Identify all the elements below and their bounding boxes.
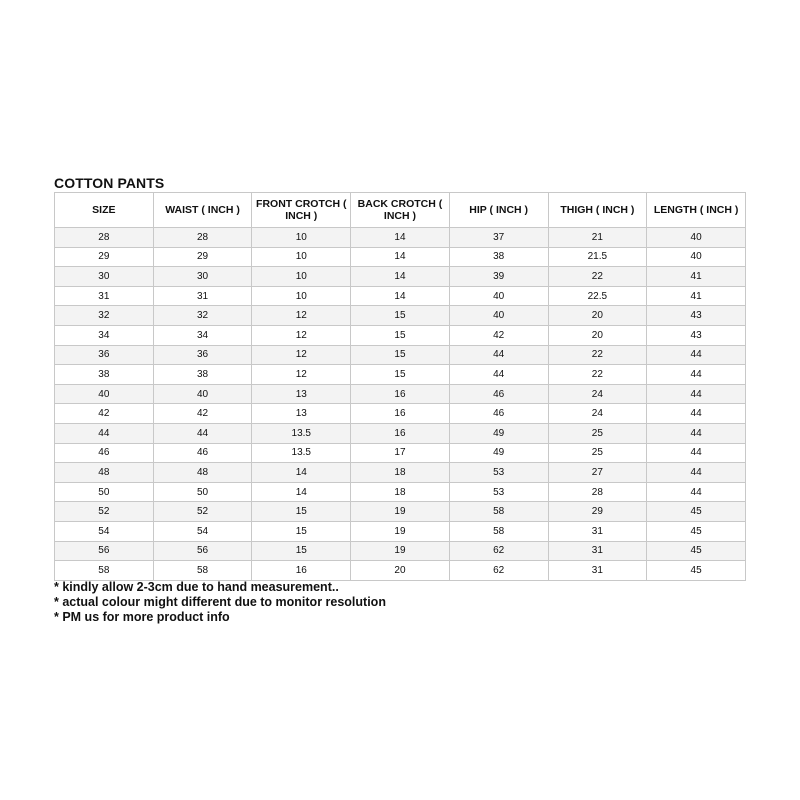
column-header-back-crotch: BACK CROTCH ( INCH ) <box>351 193 450 228</box>
cell-thigh: 31 <box>548 541 647 561</box>
note-hand-measurement: * kindly allow 2-3cm due to hand measurement.. <box>54 580 339 594</box>
cell-front-crotch: 14 <box>252 482 351 502</box>
column-header-hip: HIP ( INCH ) <box>449 193 548 228</box>
table-row <box>55 247 746 267</box>
cell-length: 40 <box>647 228 746 248</box>
cell-hip: 39 <box>449 267 548 287</box>
cell-size: 44 <box>55 423 154 443</box>
cell-size: 30 <box>55 267 154 287</box>
cell-waist: 46 <box>153 443 252 463</box>
column-header-size: SIZE <box>55 193 154 228</box>
cell-back-crotch: 17 <box>351 443 450 463</box>
cell-thigh: 22 <box>548 345 647 365</box>
cell-waist: 48 <box>153 463 252 483</box>
cell-size: 36 <box>55 345 154 365</box>
cell-thigh: 25 <box>548 443 647 463</box>
cell-thigh: 22.5 <box>548 286 647 306</box>
page-title: COTTON PANTS <box>54 175 165 191</box>
cell-back-crotch: 18 <box>351 482 450 502</box>
cell-thigh: 21 <box>548 228 647 248</box>
cell-hip: 62 <box>449 541 548 561</box>
cell-length: 44 <box>647 345 746 365</box>
cell-size: 54 <box>55 521 154 541</box>
cell-waist: 30 <box>153 267 252 287</box>
table-row <box>55 541 746 561</box>
cell-front-crotch: 10 <box>252 228 351 248</box>
cell-hip: 42 <box>449 325 548 345</box>
table-row <box>55 463 746 483</box>
cell-back-crotch: 15 <box>351 325 450 345</box>
cell-waist: 42 <box>153 404 252 424</box>
cell-length: 44 <box>647 423 746 443</box>
cell-front-crotch: 13 <box>252 404 351 424</box>
cell-thigh: 29 <box>548 502 647 522</box>
table-row <box>55 443 746 463</box>
column-header-length: LENGTH ( INCH ) <box>647 193 746 228</box>
cell-length: 44 <box>647 365 746 385</box>
cell-front-crotch: 15 <box>252 541 351 561</box>
cell-length: 43 <box>647 306 746 326</box>
cell-front-crotch: 12 <box>252 365 351 385</box>
table-row <box>55 228 746 248</box>
cell-back-crotch: 15 <box>351 365 450 385</box>
cell-size: 56 <box>55 541 154 561</box>
cell-thigh: 31 <box>548 521 647 541</box>
cell-waist: 44 <box>153 423 252 443</box>
cell-length: 44 <box>647 384 746 404</box>
cell-front-crotch: 12 <box>252 306 351 326</box>
cell-waist: 34 <box>153 325 252 345</box>
cell-size: 40 <box>55 384 154 404</box>
column-header-thigh: THIGH ( INCH ) <box>548 193 647 228</box>
cell-hip: 38 <box>449 247 548 267</box>
cell-length: 45 <box>647 561 746 581</box>
cell-back-crotch: 19 <box>351 502 450 522</box>
cell-thigh: 20 <box>548 306 647 326</box>
table-body <box>55 228 746 581</box>
cell-length: 44 <box>647 482 746 502</box>
cell-size: 38 <box>55 365 154 385</box>
cell-hip: 46 <box>449 404 548 424</box>
cell-size: 52 <box>55 502 154 522</box>
cell-thigh: 27 <box>548 463 647 483</box>
cell-back-crotch: 16 <box>351 384 450 404</box>
cell-waist: 36 <box>153 345 252 365</box>
cell-front-crotch: 13 <box>252 384 351 404</box>
size-chart-table <box>54 192 746 581</box>
cell-back-crotch: 19 <box>351 541 450 561</box>
cell-thigh: 22 <box>548 267 647 287</box>
cell-length: 43 <box>647 325 746 345</box>
table-row <box>55 561 746 581</box>
cell-front-crotch: 10 <box>252 267 351 287</box>
cell-hip: 44 <box>449 365 548 385</box>
cell-waist: 38 <box>153 365 252 385</box>
cell-front-crotch: 10 <box>252 247 351 267</box>
table-row <box>55 345 746 365</box>
cell-front-crotch: 16 <box>252 561 351 581</box>
table-row <box>55 521 746 541</box>
cell-hip: 49 <box>449 423 548 443</box>
cell-length: 41 <box>647 267 746 287</box>
cell-hip: 44 <box>449 345 548 365</box>
table-row <box>55 423 746 443</box>
cell-front-crotch: 15 <box>252 521 351 541</box>
cell-length: 41 <box>647 286 746 306</box>
cell-length: 44 <box>647 404 746 424</box>
cell-hip: 62 <box>449 561 548 581</box>
cell-hip: 53 <box>449 463 548 483</box>
cell-size: 50 <box>55 482 154 502</box>
cell-front-crotch: 15 <box>252 502 351 522</box>
table-row <box>55 286 746 306</box>
table-row <box>55 404 746 424</box>
note-contact-info: * PM us for more product info <box>54 610 230 624</box>
cell-back-crotch: 19 <box>351 521 450 541</box>
cell-thigh: 28 <box>548 482 647 502</box>
cell-waist: 56 <box>153 541 252 561</box>
cell-front-crotch: 13.5 <box>252 443 351 463</box>
cell-waist: 52 <box>153 502 252 522</box>
cell-hip: 58 <box>449 521 548 541</box>
cell-length: 45 <box>647 541 746 561</box>
cell-back-crotch: 14 <box>351 247 450 267</box>
cell-size: 46 <box>55 443 154 463</box>
cell-hip: 49 <box>449 443 548 463</box>
cell-front-crotch: 12 <box>252 345 351 365</box>
cell-waist: 28 <box>153 228 252 248</box>
column-header-waist: WAIST ( INCH ) <box>153 193 252 228</box>
cell-back-crotch: 20 <box>351 561 450 581</box>
table-row <box>55 306 746 326</box>
note-colour-difference: * actual colour might different due to monitor resolution <box>54 595 386 609</box>
cell-size: 32 <box>55 306 154 326</box>
cell-size: 48 <box>55 463 154 483</box>
cell-size: 34 <box>55 325 154 345</box>
cell-back-crotch: 15 <box>351 345 450 365</box>
table-row <box>55 384 746 404</box>
cell-size: 42 <box>55 404 154 424</box>
cell-back-crotch: 16 <box>351 423 450 443</box>
cell-size: 29 <box>55 247 154 267</box>
cell-hip: 37 <box>449 228 548 248</box>
cell-waist: 29 <box>153 247 252 267</box>
cell-back-crotch: 15 <box>351 306 450 326</box>
cell-length: 44 <box>647 443 746 463</box>
cell-size: 58 <box>55 561 154 581</box>
cell-back-crotch: 16 <box>351 404 450 424</box>
cell-waist: 31 <box>153 286 252 306</box>
cell-thigh: 22 <box>548 365 647 385</box>
cell-length: 45 <box>647 521 746 541</box>
cell-thigh: 25 <box>548 423 647 443</box>
cell-length: 45 <box>647 502 746 522</box>
cell-front-crotch: 13.5 <box>252 423 351 443</box>
column-header-front-crotch: FRONT CROTCH ( INCH ) <box>252 193 351 228</box>
cell-waist: 58 <box>153 561 252 581</box>
table-row <box>55 365 746 385</box>
cell-back-crotch: 14 <box>351 267 450 287</box>
cell-waist: 50 <box>153 482 252 502</box>
cell-hip: 58 <box>449 502 548 522</box>
cell-hip: 40 <box>449 306 548 326</box>
cell-thigh: 31 <box>548 561 647 581</box>
cell-back-crotch: 18 <box>351 463 450 483</box>
cell-size: 31 <box>55 286 154 306</box>
cell-waist: 54 <box>153 521 252 541</box>
cell-thigh: 24 <box>548 384 647 404</box>
table-row <box>55 482 746 502</box>
cell-front-crotch: 10 <box>252 286 351 306</box>
cell-waist: 40 <box>153 384 252 404</box>
cell-front-crotch: 14 <box>252 463 351 483</box>
cell-length: 40 <box>647 247 746 267</box>
cell-back-crotch: 14 <box>351 228 450 248</box>
table-row <box>55 325 746 345</box>
table-row <box>55 502 746 522</box>
cell-length: 44 <box>647 463 746 483</box>
cell-front-crotch: 12 <box>252 325 351 345</box>
cell-thigh: 21.5 <box>548 247 647 267</box>
cell-back-crotch: 14 <box>351 286 450 306</box>
notes-section <box>54 580 386 625</box>
cell-hip: 40 <box>449 286 548 306</box>
cell-hip: 53 <box>449 482 548 502</box>
cell-thigh: 24 <box>548 404 647 424</box>
cell-hip: 46 <box>449 384 548 404</box>
cell-size: 28 <box>55 228 154 248</box>
table-row <box>55 267 746 287</box>
cell-thigh: 20 <box>548 325 647 345</box>
table-header-row <box>55 193 746 228</box>
cell-waist: 32 <box>153 306 252 326</box>
